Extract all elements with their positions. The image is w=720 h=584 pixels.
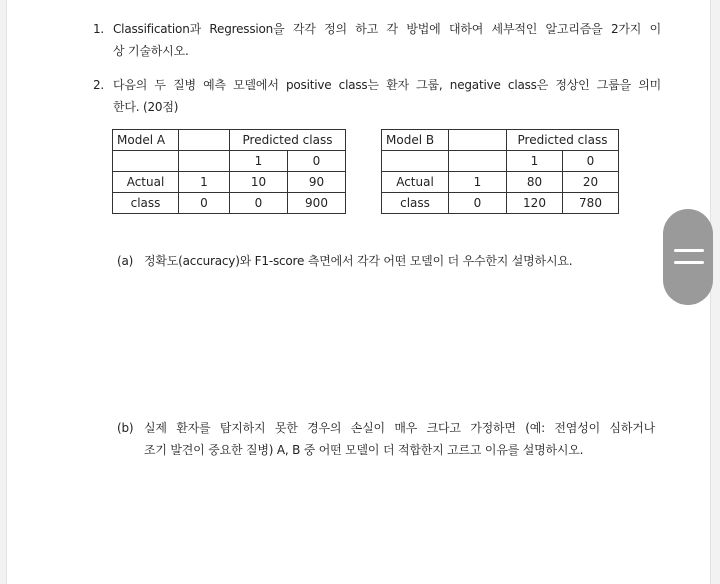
document-page (6, 0, 711, 584)
subquestion-b (117, 417, 657, 463)
count-cell: 900 (288, 193, 346, 214)
model-name-cell: Model B (382, 130, 449, 151)
count-cell: 0 (230, 193, 288, 214)
empty-cell (179, 130, 230, 151)
empty-cell (449, 151, 507, 172)
question-text-line: 상 기술하시오. (113, 44, 189, 58)
actual-label-cell: class (113, 193, 179, 214)
empty-cell (179, 151, 230, 172)
predicted-label-cell: 0 (563, 151, 619, 172)
actual-value-cell: 1 (449, 172, 507, 193)
subquestion-text-line: 정확도(accuracy)와 F1-score 측면에서 각각 어떤 모델이 더 우수한지 설명하시요. (144, 254, 573, 268)
question-1 (93, 18, 663, 64)
actual-label-cell: Actual (113, 172, 179, 193)
actual-value-cell: 0 (449, 193, 507, 214)
actual-value-cell: 1 (179, 172, 230, 193)
actual-value-cell: 0 (179, 193, 230, 214)
question-text-line: 한다. (20점) (113, 100, 179, 114)
subquestion-a (117, 250, 657, 274)
predicted-label-cell: 1 (230, 151, 288, 172)
predicted-class-header: Predicted class (507, 130, 619, 151)
question-number: 2. (93, 78, 105, 92)
predicted-label-cell: 0 (288, 151, 346, 172)
count-cell: 10 (230, 172, 288, 193)
predicted-class-header: Predicted class (230, 130, 346, 151)
subquestion-text-line: 조기 발견이 중요한 질병) A, B 중 어떤 모델이 더 적합한지 고르고 이유를 설명하시오. (144, 443, 584, 457)
count-cell: 120 (507, 193, 563, 214)
count-cell: 80 (507, 172, 563, 193)
page-navigation-button[interactable] (663, 209, 713, 305)
actual-label-cell: class (382, 193, 449, 214)
empty-cell (113, 151, 179, 172)
model-name-cell: Model A (113, 130, 179, 151)
count-cell: 780 (563, 193, 619, 214)
question-2 (93, 74, 663, 120)
question-text-line: Classification과 Regression을 각각 정의 하고 각 방법에 대하여 세부적인 알고리즘을 2가지 이 (113, 22, 661, 36)
subquestion-label: (b) (117, 421, 134, 435)
predicted-label-cell: 1 (507, 151, 563, 172)
count-cell: 20 (563, 172, 619, 193)
question-text-line: 다음의 두 질병 예측 모델에서 positive class는 환자 그룹, negative class은 정상인 그룹을 의미 (113, 78, 661, 92)
empty-cell (382, 151, 449, 172)
actual-label-cell: Actual (382, 172, 449, 193)
confusion-matrix-model-b (381, 129, 619, 214)
question-number: 1. (93, 22, 105, 36)
confusion-matrix-model-a (112, 129, 346, 214)
empty-cell (449, 130, 507, 151)
subquestion-label: (a) (117, 254, 134, 268)
count-cell: 90 (288, 172, 346, 193)
subquestion-text-line: 실제 환자를 탐지하지 못한 경우의 손실이 매우 크다고 가정하면 (예: 전염성이 심하거나 (144, 421, 655, 435)
